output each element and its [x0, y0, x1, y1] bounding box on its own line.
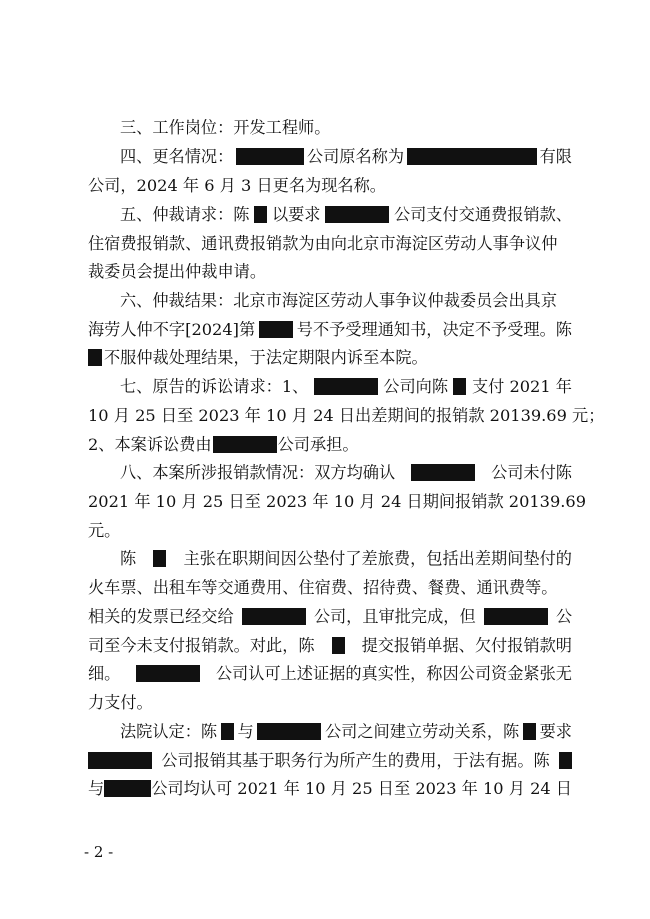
redaction-block [242, 608, 306, 625]
text-segment: 不服仲裁处理结果，于法定期限内诉至本院。 [104, 348, 428, 367]
redaction-block [411, 464, 475, 481]
text-segment: 法院认定：陈 [120, 722, 218, 741]
text-segment: 提交报销单据、欠付报销款明 [361, 636, 572, 655]
text-segment: 2、本案诉讼费由 [88, 435, 212, 454]
text-line [88, 172, 572, 200]
text-segment: 有限 [539, 147, 572, 166]
text-line [88, 545, 572, 573]
text-segment: 七、原告的诉讼请求：1、 [120, 377, 309, 396]
text-line [88, 574, 572, 602]
redaction-block [257, 723, 321, 740]
redaction-block [453, 378, 466, 395]
redaction-block [407, 148, 537, 165]
text-line [88, 373, 572, 401]
text-line [88, 603, 572, 631]
text-line [88, 431, 572, 459]
text-line [88, 201, 572, 229]
text-segment: 细。 [88, 664, 121, 683]
text-line [88, 230, 572, 258]
text-line [88, 775, 572, 803]
text-segment: 2021 年 10 月 25 日至 2023 年 10 月 24 日期间报销款 20139.69 [88, 492, 587, 511]
text-segment: 裁委员会提出仲裁申请。 [88, 262, 267, 281]
text-segment: 陈 [120, 549, 137, 568]
redaction-block [136, 665, 200, 682]
redaction-block [153, 550, 166, 567]
text-segment: 公司之间建立劳动关系，陈 [325, 722, 520, 741]
text-segment: 力支付。 [88, 693, 153, 712]
text-segment: 司至今未支付报销款。对此，陈 [88, 636, 315, 655]
text-segment: 五、仲裁请求：陈 [120, 205, 250, 224]
text-line [88, 660, 572, 688]
text-line [88, 143, 572, 171]
text-line [88, 718, 572, 746]
text-segment: 八、本案所涉报销款情况：双方均确认 [120, 463, 396, 482]
text-segment: 支付 2021 年 [471, 377, 572, 396]
redaction-block [332, 637, 345, 654]
text-segment: 公司向陈 [383, 377, 449, 396]
text-line [88, 402, 605, 430]
text-line [88, 689, 572, 717]
text-segment: 号不予受理通知书，决定不予受理。陈 [296, 320, 572, 339]
redaction-block [259, 321, 293, 338]
text-line [88, 344, 572, 372]
text-segment: 火车票、出租车等交通费用、住宿费、招待费、餐费、通讯费等。 [88, 578, 558, 597]
redaction-block [236, 148, 304, 165]
text-segment: 公司报销其基于职务行为所产生的费用，于法有据。陈 [161, 751, 550, 770]
text-segment: 元。 [88, 521, 121, 540]
text-segment: 与 [237, 722, 254, 741]
page-number: - 2 - [84, 843, 114, 861]
text-segment: 相关的发票已经交给 [88, 607, 234, 626]
text-segment: 公司均认可 2021 年 10 月 25 日至 2023 年 10 月 24 日 [151, 779, 572, 798]
text-line [88, 747, 572, 775]
redaction-block [484, 608, 548, 625]
redaction-block [104, 780, 151, 797]
text-segment: 公 [555, 607, 572, 626]
text-segment: 住宿费报销款、通讯费报销款为由向北京市海淀区劳动人事争议仲 [88, 234, 558, 253]
redaction-block [88, 752, 152, 769]
redaction-block [314, 378, 378, 395]
text-segment: 与 [88, 779, 105, 798]
text-segment: 要求 [539, 722, 572, 741]
text-segment: 公司原名称为 [306, 147, 405, 166]
redaction-block [213, 436, 277, 453]
redaction-block [523, 723, 536, 740]
text-line [88, 258, 572, 286]
text-segment: 四、更名情况： [120, 147, 234, 166]
redaction-block [221, 723, 234, 740]
text-line [88, 287, 572, 315]
redaction-block [559, 752, 572, 769]
text-line [88, 488, 587, 516]
redaction-block [88, 349, 102, 366]
text-segment: 主张在职期间因公垫付了差旅费，包括出差期间垫付的 [183, 549, 572, 568]
text-segment: 以要求 [271, 205, 321, 224]
text-segment: 10 月 25 日至 2023 年 10 月 24 日出差期间的报销款 20139.69 元； [88, 406, 605, 425]
text-segment: 公司支付交通费报销款、 [393, 205, 572, 224]
text-line [88, 632, 572, 660]
text-line [88, 114, 572, 142]
redaction-block [254, 206, 267, 223]
text-segment: 三、工作岗位：开发工程师。 [120, 118, 331, 137]
text-line [88, 517, 572, 545]
text-line [88, 459, 572, 487]
redaction-block [325, 206, 389, 223]
text-segment: 公司认可上述证据的真实性，称因公司资金紧张无 [215, 664, 572, 683]
text-line [88, 316, 572, 344]
text-segment: 公司未付陈 [491, 463, 572, 482]
text-segment: 六、仲裁结果：北京市海淀区劳动人事争议仲裁委员会出具京 [120, 291, 558, 310]
text-segment: 公司，且审批完成，但 [313, 607, 476, 626]
text-segment: 公司承担。 [277, 435, 359, 454]
text-segment: 公司，2024 年 6 月 3 日更名为现名称。 [88, 176, 386, 195]
text-segment: 海劳人仲不字[2024]第 [88, 320, 256, 339]
